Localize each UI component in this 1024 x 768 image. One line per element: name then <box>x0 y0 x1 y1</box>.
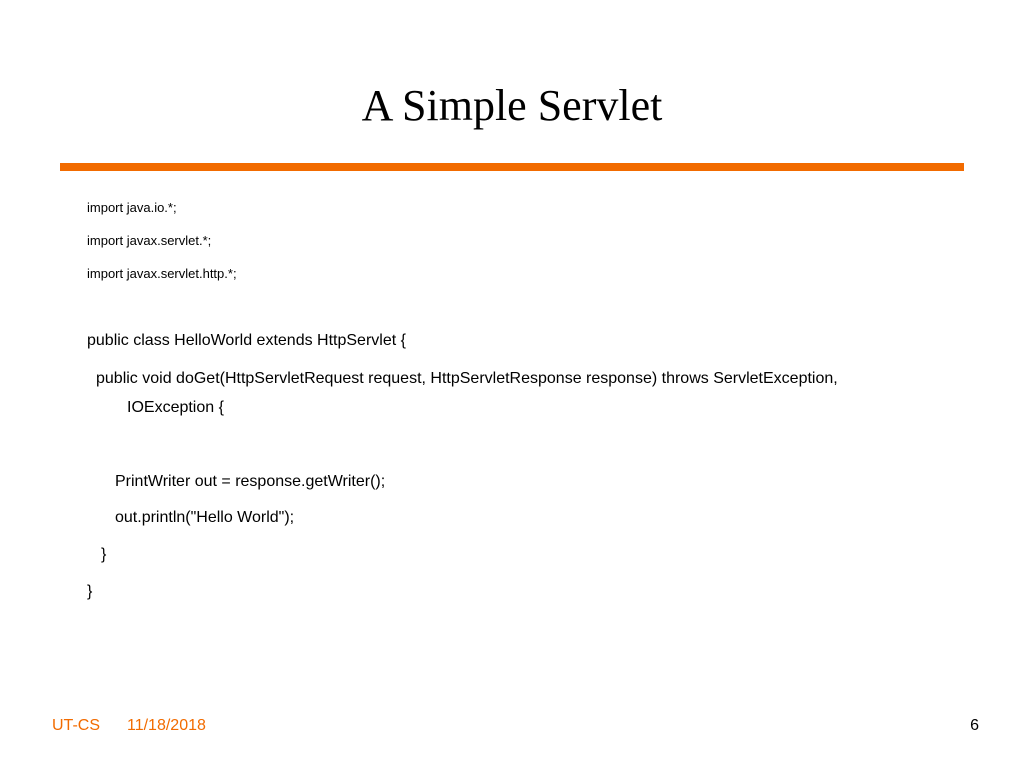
footer-date: 11/18/2018 <box>127 717 206 734</box>
code-line: import javax.servlet.*; <box>87 233 212 248</box>
code-line: out.println("Hello World"); <box>115 509 295 526</box>
code-line: } <box>87 583 93 600</box>
code-line: import javax.servlet.http.*; <box>87 266 237 281</box>
code-line: import java.io.*; <box>87 200 177 215</box>
title-divider <box>60 163 964 171</box>
code-line: public class HelloWorld extends HttpServlet { <box>87 332 406 349</box>
code-line: IOException { <box>127 399 224 416</box>
code-line: PrintWriter out = response.getWriter(); <box>115 473 386 490</box>
code-line: } <box>101 546 107 563</box>
code-line: public void doGet(HttpServletRequest request, HttpServletResponse response) throws ServletException, <box>96 370 838 387</box>
footer-org: UT-CS <box>52 717 100 734</box>
footer-page-number: 6 <box>970 717 979 734</box>
slide-title: A Simple Servlet <box>361 81 663 130</box>
